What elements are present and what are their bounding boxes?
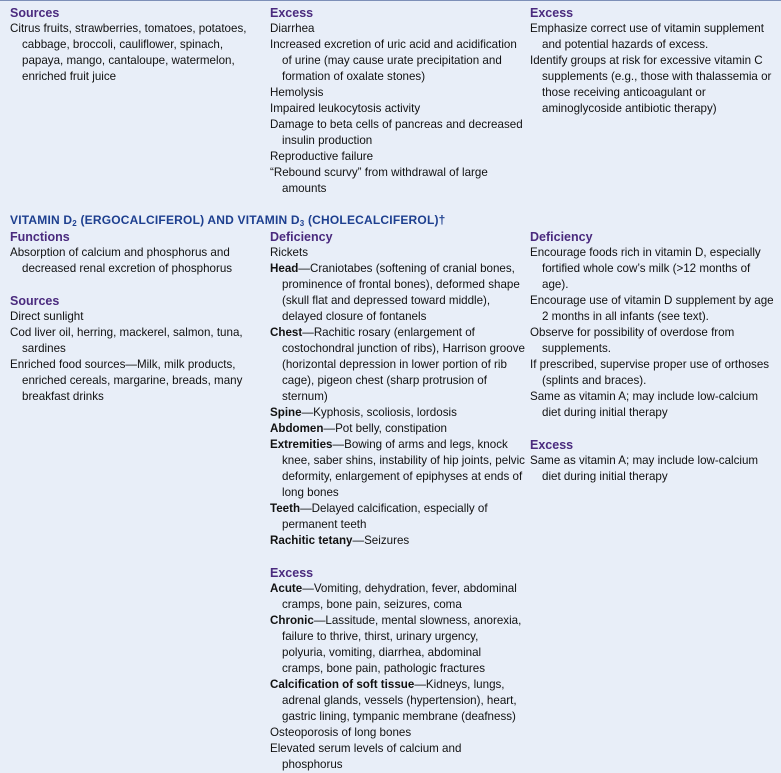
vitd-nursing-deficiency-item: Observe for possibility of overdose from supplements. xyxy=(530,326,735,355)
vitc-sources-column xyxy=(10,5,260,85)
vitc-excess-item: Impaired leukocytosis activity xyxy=(270,102,421,115)
vitc-excess-item: Reproductive failure xyxy=(270,150,374,163)
vitc-nursing-excess-item: Emphasize correct use of vitamin supplement and potential hazards of excess. xyxy=(530,22,764,51)
vitc-excess-column xyxy=(270,5,525,197)
vitd-deficiency-item: Abdomen—Pot belly, constipation xyxy=(270,422,447,435)
vitc-sources-text: Citrus fruits, strawberries, tomatoes, potatoes, cabbage, broccoli, cauliflower, spinach, papaya, mango, cantaloupe, watermelon, enriched fruit juice xyxy=(10,22,247,83)
vitc-sources-heading: Sources xyxy=(10,6,60,20)
vitd-excess-item: Chronic—Lassitude, mental slowness, anorexia, failure to thrive, thirst, urinary urgency, polyuria, vomiting, diarrhea, abdominal cramps, bone pain, pathologic fractures xyxy=(270,614,522,675)
vitd-nursing-deficiency-item: Encourage use of vitamin D supplement by age 2 months in all infants (see text). xyxy=(530,294,774,323)
vitc-excess-item: “Rebound scurvy” from withdrawal of large amounts xyxy=(270,166,488,195)
vitd-sources-item: Direct sunlight xyxy=(10,310,84,323)
vitamin-d-section-title: VITAMIN $D_2$ (ERGOCALCIFEROL) AND VITAMIN $D_3$ (CHOLECALCIFEROL)† xyxy=(10,213,446,228)
vitd-nursing-excess-heading: Excess xyxy=(530,438,574,452)
vitd-deficiency-item: Extremities—Bowing of arms and legs, knock knee, saber shins, instability of hip joints, pelvic deformity, enlargement of epiphyses at ends of long bones xyxy=(270,438,525,499)
vitd-nursing-excess-item: Same as vitamin A; may include low-calcium diet during initial therapy xyxy=(530,454,759,483)
vitd-deficiency-item: Teeth—Delayed calcification, especially of permanent teeth xyxy=(270,502,488,531)
vitd-sources-item: Enriched food sources—Milk, milk products, enriched cereals, margarine, breads, many breakfast drinks xyxy=(10,358,243,403)
vitd-nursing-deficiency-item: Same as vitamin A; may include low-calcium diet during initial therapy xyxy=(530,390,759,419)
vitc-excess-item: Hemolysis xyxy=(270,86,324,99)
vitd-excess-heading: Excess xyxy=(270,566,314,580)
top-rule xyxy=(0,0,781,1)
vitc-nursing-excess-item: Identify groups at risk for excessive vitamin C supplements (e.g., those with thalassemia or those receiving anticoagulant or aminoglycoside antibiotic therapy) xyxy=(530,54,772,115)
vitd-nursing-deficiency-heading: Deficiency xyxy=(530,230,593,244)
vitd-deficiency-heading: Deficiency xyxy=(270,230,333,244)
vitc-excess-item: Damage to beta cells of pancreas and decreased insulin production xyxy=(270,118,523,147)
vitc-excess-heading: Excess xyxy=(270,6,314,20)
vitc-excess-item: Increased excretion of uric acid and acidification of urine (may cause urate precipitation and formation of oxalate stones) xyxy=(270,38,517,83)
vitd-deficiency-column xyxy=(270,229,525,773)
vitd-deficiency-item: Head—Craniotabes (softening of cranial bones, prominence of frontal bones), deformed shape (skull flat and depressed toward middle), delayed closure of fontanels xyxy=(270,262,520,323)
vitd-deficiency-item: Spine—Kyphosis, scoliosis, lordosis xyxy=(270,406,457,419)
vitd-excess-plain: Osteoporosis of long bones xyxy=(270,726,412,739)
vitd-sources-item: Cod liver oil, herring, mackerel, salmon, tuna, sardines xyxy=(10,326,243,355)
vitd-nursing-deficiency-item: Encourage foods rich in vitamin D, especially fortified whole cow’s milk (>12 months of age). xyxy=(530,246,761,291)
vitd-sources-heading: Sources xyxy=(10,294,60,308)
vitd-deficiency-item: Rachitic tetany—Seizures xyxy=(270,534,410,547)
vitd-functions-column xyxy=(10,229,260,405)
vitc-nursing-excess-heading: Excess xyxy=(530,6,574,20)
vitd-deficiency-plain: Rickets xyxy=(270,246,309,259)
vitd-deficiency-item: Chest—Rachitic rosary (enlargement of costochondral junction of ribs), Harrison groove (horizontal depression in lower portion of rib cage), pigeon chest (sharp protrusion of sternum) xyxy=(270,326,525,403)
vitd-functions-heading: Functions xyxy=(10,230,70,244)
vitc-excess-item: Diarrhea xyxy=(270,22,315,35)
vitd-excess-plain: Elevated serum levels of calcium and phosphorus xyxy=(270,742,462,771)
vitd-nursing-column xyxy=(530,229,778,485)
vitd-excess-item: Calcification of soft tissue—Kidneys, lungs, adrenal glands, vessels (hypertension), heart, gastric lining, tympanic membrane (deafness) xyxy=(270,678,517,723)
vitd-functions-text: Absorption of calcium and phosphorus and decreased renal excretion of phosphorus xyxy=(10,246,233,275)
vitc-nursing-excess-column xyxy=(530,5,778,117)
vitd-excess-item: Acute—Vomiting, dehydration, fever, abdominal cramps, bone pain, seizures, coma xyxy=(270,582,517,611)
vitd-nursing-deficiency-item: If prescribed, supervise proper use of orthoses (splints and braces). xyxy=(530,358,770,387)
